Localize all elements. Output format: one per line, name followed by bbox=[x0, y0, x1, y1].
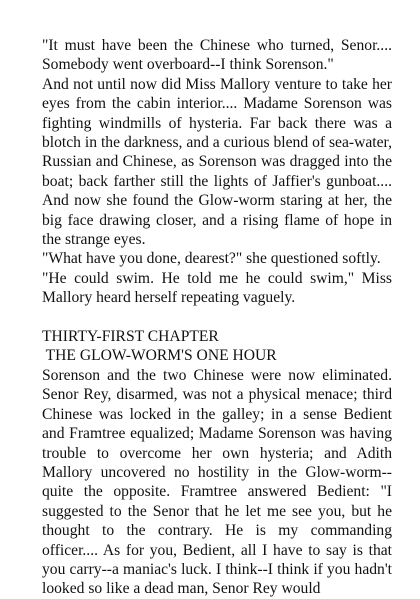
chapter-spacer bbox=[42, 308, 392, 327]
book-page bbox=[42, 36, 392, 599]
chapter-title: THIRTY-FIRST CHAPTER bbox=[42, 328, 219, 346]
paragraph-question: "What have you done, dearest?" she questioned softly. bbox=[42, 250, 381, 268]
paragraph-miss-mallory: And not until now did Miss Mallory venture to take her eyes from the cabin interior.... Madame Sorenson was fighting windmills of hysteria. Far back there was a blotch in the darkness, and a curious blend of sea-water, Russian and Chinese, as Sorenson was dragged into the boat; back farther still the lights of Jaffier's gunboat.... And now she found the Glow-worm staring at her, the big face drawing closer, and a rising flame of hope in the strange eyes. bbox=[42, 75, 392, 249]
paragraph-swim: "He could swim. He told me he could swim," Miss Mallory heard herself repeating vaguely. bbox=[42, 269, 392, 307]
paragraph-senor-dialogue: "It must have been the Chinese who turned, Senor.... Somebody went overboard--I think Sorenson." bbox=[42, 37, 392, 74]
paragraph-chapter-opening: Sorenson and the two Chinese were now eliminated. Senor Rey, disarmed, was not a physical menace; third Chinese was locked in the galley; in a sense Bedient and Framtree equalized; Madame Sorenson was having trouble to overcome her own hysteria; and Adith Mallory uncovered no hostility in the Glow-worm--quite the opposite. Framtree answered Bedient: "I suggested to the Senor that he let me see you, but he thought to the contrary. He is my commanding officer.... As for you, Bedient, all I have to say is that you carry--a maniac's luck. I think--I think if you hadn't looked so like a dead man, Senor Rey would bbox=[42, 366, 392, 598]
chapter-subtitle: THE GLOW-WORM'S ONE HOUR bbox=[42, 347, 277, 365]
